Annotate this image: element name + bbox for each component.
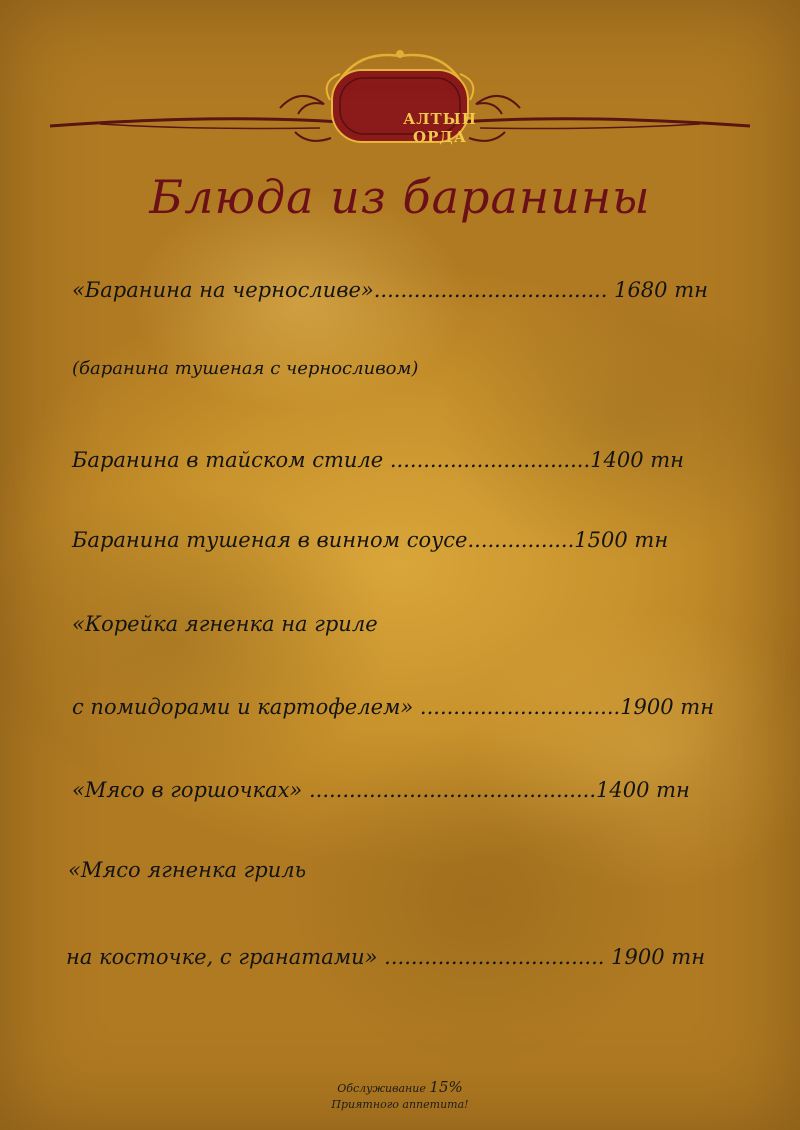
dish-price: 1400 тн [596, 778, 690, 802]
bon-appetit-note: Приятного аппетита! [331, 1098, 469, 1111]
dish-price: 1900 тн [620, 695, 715, 719]
menu-item [66, 945, 705, 969]
dish-name: Баранина в тайском стиле [72, 448, 384, 472]
dish-name: с помидорами и картофелем» [72, 695, 414, 719]
menu-item [72, 612, 378, 636]
dish-name: Баранина тушеная в винном соусе [72, 528, 468, 552]
menu-item [72, 278, 708, 302]
leader-dots: ................ [467, 528, 575, 552]
service-percent: 15% [429, 1078, 463, 1096]
dish-price: 1900 тн [611, 945, 706, 969]
page-title: Блюда из баранины [149, 170, 651, 224]
dish-name: на косточке, с гранатами» [66, 945, 378, 969]
leader-dots: ........................................... [302, 778, 597, 802]
restaurant-logo [40, 40, 760, 160]
service-charge-note [0, 1078, 800, 1096]
dish-price: 1400 тн [590, 448, 684, 472]
leader-dots: ................................... [373, 278, 608, 302]
leader-dots: .............................. [383, 448, 591, 472]
menu-item [72, 448, 684, 472]
menu-item [72, 778, 690, 802]
dish-name: «Корейка ягненка на гриле [72, 612, 378, 636]
dish-name: «Баранина на черносливе» [72, 278, 374, 302]
menu-item [72, 695, 714, 719]
leader-dots: ................................. [377, 945, 605, 969]
leader-dots: .............................. [413, 695, 621, 719]
dish-description [72, 358, 418, 379]
dish-name: «Мясо ягненка гриль [68, 858, 307, 882]
dish-name: «Мясо в горшочках» [72, 778, 303, 802]
dish-price: 1680 тн [614, 278, 708, 302]
dish-description-text: (баранина тушеная с черносливом) [72, 358, 419, 379]
logo-lettering: АЛТЫН ОРДА [403, 110, 477, 146]
dish-price: 1500 тн [574, 528, 669, 552]
menu-item [72, 528, 668, 552]
service-label: Обслуживание [337, 1082, 426, 1095]
menu-item [68, 858, 306, 882]
